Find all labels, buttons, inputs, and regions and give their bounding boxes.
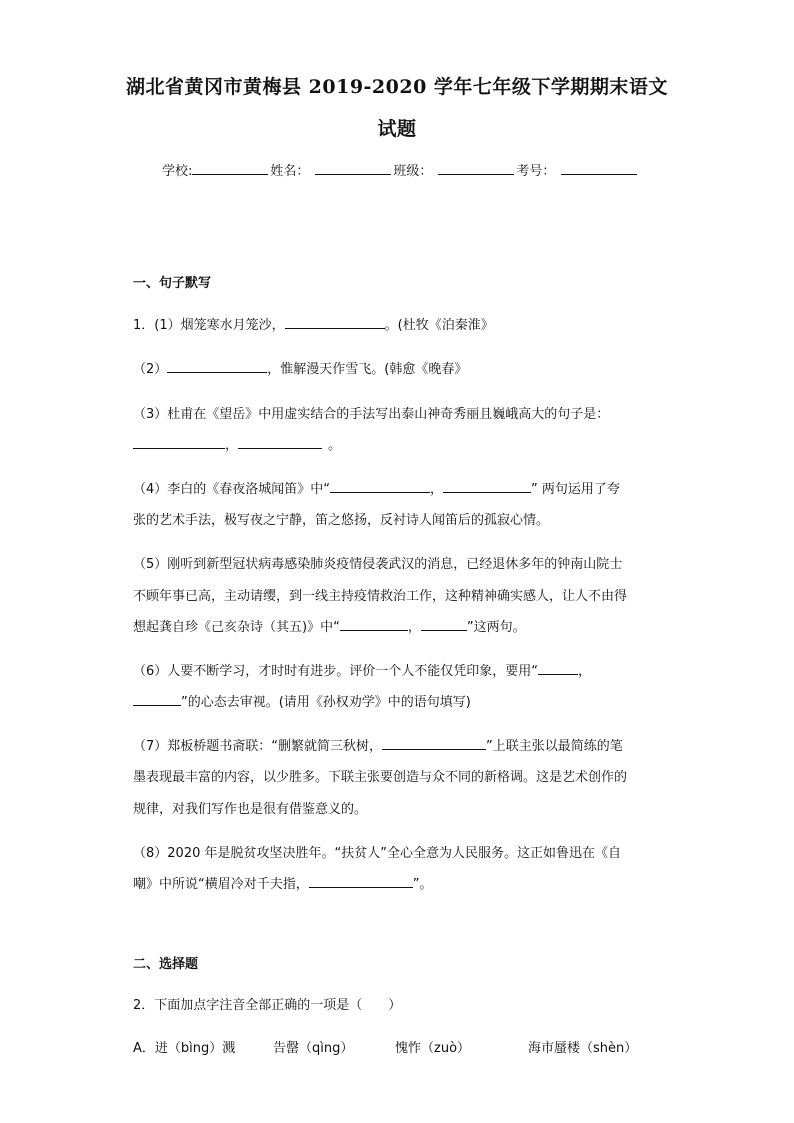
answer-blank[interactable] — [340, 617, 408, 631]
option-a-word3: 愧怍（zuò） — [395, 1041, 471, 1056]
question-1-8-line2 — [133, 873, 663, 892]
answer-blank[interactable] — [133, 692, 181, 706]
question-1-4 — [133, 478, 663, 497]
answer-blank[interactable] — [382, 736, 486, 750]
answer-blank[interactable] — [167, 359, 267, 373]
q1-5-text: 想起龚自珍《己亥杂诗（其五)》中“ — [133, 620, 340, 635]
question-1-2 — [133, 358, 663, 377]
question-1-7-line1 — [133, 735, 663, 754]
q1-7-text: （7）郑板桥题书斋联：“删繁就简三秋树， — [133, 739, 383, 754]
q1-4-sep: ， — [430, 482, 444, 497]
q1-3-end: 。 — [328, 438, 342, 453]
answer-blank[interactable] — [443, 479, 531, 493]
q1-1-text: 1．(1）烟笼寒水月笼沙， — [133, 318, 285, 333]
q1-5-tail: ”这两句。 — [466, 620, 526, 635]
answer-blank[interactable] — [285, 315, 385, 329]
q1-2-num: （2） — [133, 362, 168, 377]
number-label: 考号： — [516, 164, 556, 179]
school-field[interactable] — [192, 162, 268, 175]
answer-blank[interactable] — [309, 874, 413, 888]
section2-heading: 二、选择题 — [133, 957, 199, 972]
q1-4-text: （4）李白的《春夜洛城闻笛》中“ — [133, 482, 331, 497]
school-label: 学校: — [162, 164, 193, 179]
q1-4-tail: ” 两句运用了夸 — [531, 482, 620, 497]
class-label: 班级： — [393, 164, 433, 179]
name-field[interactable] — [315, 162, 391, 175]
section1-heading: 一、句子默写 — [133, 276, 212, 291]
option-a-word2: 告罄（qìng） — [273, 1041, 354, 1056]
q1-8-tail: ”。 — [412, 877, 433, 892]
q1-6-sep: ， — [578, 664, 592, 679]
question-1-8-line1: （8）2020 年是脱贫攻坚决胜年。“扶贫人”全心全意为人民服务。这正如鲁迅在《自 — [133, 846, 621, 861]
question-1-5-line3 — [133, 616, 663, 635]
answer-blank[interactable] — [133, 435, 225, 449]
question-1-4-line2: 张的艺术手法，极写夜之宁静，笛之悠扬，反衬诗人闻笛后的孤寂心情。 — [133, 513, 550, 528]
q1-7-tail: ”上联主张以最简练的笔 — [486, 739, 623, 754]
q1-8-text: 嘲》中所说“横眉冷对千夫指， — [133, 877, 309, 892]
q1-5-sep: ， — [407, 620, 421, 635]
question-1-6-line2 — [133, 691, 663, 710]
q1-2-text: ，惟解漫天作雪飞。(韩愈《晚春》 — [267, 362, 468, 377]
question-1-1 — [133, 314, 663, 333]
number-field[interactable] — [561, 162, 637, 175]
question-1-5-line2: 不顾年事已高，主动请缨，到一线主持疫情救治工作，这种精神确实感人，让人不由得 — [133, 589, 628, 604]
question-1-7-line3: 规律，对我们写作也是很有借鉴意义的。 — [133, 802, 368, 817]
answer-blank[interactable] — [421, 617, 467, 631]
answer-blank[interactable] — [238, 435, 322, 449]
option-a-word4: 海市蜃楼（shèn） — [528, 1041, 638, 1056]
q1-6-tail: ”的心态去审视。(请用《孙权劝学》中的语句填写) — [181, 695, 471, 710]
q1-3-sep: ， — [225, 438, 239, 453]
answer-blank[interactable] — [538, 661, 578, 675]
student-info-row — [162, 160, 639, 179]
question-1-3: （3）杜甫在《望岳》中用虚实结合的手法写出泰山神奇秀丽且巍峨高大的句子是： — [133, 407, 610, 422]
exam-title-line2: 试题 — [377, 118, 417, 140]
question-1-7-line2: 墨表现最丰富的内容，以少胜多。下联主张要创造与众不同的新格调。这是艺术创作的 — [133, 770, 628, 785]
exam-title-line1: 湖北省黄冈市黄梅县 2019-2020 学年七年级下学期期末语文 — [126, 76, 668, 98]
question-1-6-line1 — [133, 660, 663, 679]
question-2: 2．下面加点字注音全部正确的一项是（ ） — [133, 998, 402, 1013]
name-label: 姓名： — [270, 164, 310, 179]
class-field[interactable] — [438, 162, 514, 175]
q1-6-text: （6）人要不断学习，才时时有进步。评价一个人不能仅凭印象，要用“ — [133, 664, 539, 679]
option-a-word1: A．迸（bìng）溅 — [133, 1041, 236, 1056]
answer-blank[interactable] — [330, 479, 430, 493]
question-1-3-blanks — [133, 434, 663, 453]
q1-1-source: 。(杜牧《泊秦淮》 — [384, 318, 494, 333]
question-1-5-line1: （5）刚听到新型冠状病毒感染肺炎疫情侵袭武汉的消息，已经退休多年的钟南山院士 — [133, 557, 623, 572]
